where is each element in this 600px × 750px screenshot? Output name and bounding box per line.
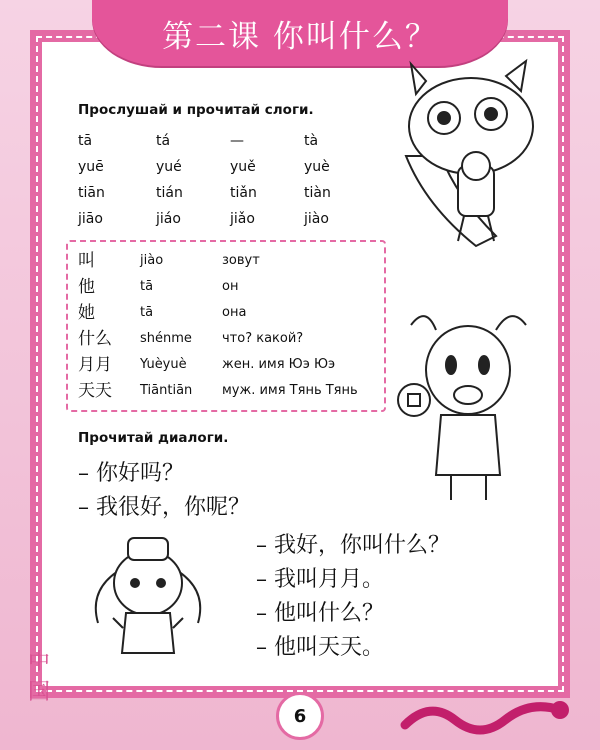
vocab-translation: зовут	[222, 253, 260, 268]
vocab-pinyin: tā	[140, 305, 154, 320]
dialog-line: – 我很好，你呢？	[78, 495, 250, 520]
vocab-translation: жен. имя Юэ Юэ	[222, 357, 336, 372]
goat-character-illustration	[396, 300, 546, 510]
lesson-title: 第二课 你叫什么？	[162, 18, 438, 55]
syllable: yuē	[78, 159, 104, 175]
vocab-row	[78, 326, 384, 352]
side-label-char: 国	[28, 680, 51, 705]
vocab-hanzi: 叫	[78, 251, 95, 271]
vocab-hanzi: 天天	[78, 381, 112, 401]
vocab-translation: муж. имя Тянь Тянь	[222, 383, 358, 398]
vocab-pinyin: Yuèyuè	[140, 357, 187, 372]
vocab-pinyin: shénme	[140, 331, 192, 346]
exercise2-instruction: Прочитай диалоги.	[78, 430, 229, 446]
syllable-grid	[78, 128, 358, 232]
syllable: jiāo	[78, 211, 103, 227]
syllable: yuè	[304, 159, 330, 175]
syllable: tiān	[78, 185, 105, 201]
side-label-char: 中	[28, 650, 51, 675]
vocab-row	[78, 300, 384, 326]
vocab-hanzi: 他	[78, 277, 95, 297]
vocab-pinyin: tā	[140, 279, 154, 294]
syllable: yuě	[230, 159, 256, 175]
vocab-row	[78, 378, 384, 404]
dragon-decoration	[400, 690, 570, 745]
vocabulary-box	[66, 240, 386, 412]
syllable: tā	[78, 133, 93, 149]
vocab-row	[78, 352, 384, 378]
syllable: tá	[156, 133, 171, 149]
syllable: tiǎn	[230, 185, 257, 201]
side-label	[28, 648, 68, 708]
dialog-line: – 我叫月月。	[256, 567, 384, 592]
syllable: jiǎo	[230, 211, 255, 227]
vocab-pinyin: Tiāntiān	[140, 383, 193, 398]
vocab-row	[78, 248, 384, 274]
dialog-line: – 你好吗？	[78, 461, 184, 486]
syllable: tiàn	[304, 185, 331, 201]
vocab-hanzi: 什么	[78, 329, 112, 349]
rabbit-character-illustration	[88, 528, 208, 658]
lion-dance-illustration	[386, 56, 556, 256]
syllable: tián	[156, 185, 183, 201]
dialog-line: – 我好，你叫什么？	[256, 533, 450, 558]
dialog-line: – 他叫什么？	[256, 601, 384, 626]
vocab-translation: что? какой?	[222, 331, 304, 346]
syllable: yué	[156, 159, 182, 175]
dialog-line: – 他叫天天。	[256, 635, 384, 660]
vocab-translation: она	[222, 305, 247, 320]
syllable: jiào	[304, 211, 329, 227]
vocab-pinyin: jiào	[140, 253, 164, 268]
syllable: jiáo	[156, 211, 181, 227]
vocab-hanzi: 她	[78, 303, 95, 323]
vocab-translation: он	[222, 279, 239, 294]
syllable: tà	[304, 133, 319, 149]
syllable: —	[230, 133, 244, 149]
page-number: 6	[276, 692, 324, 740]
vocab-row	[78, 274, 384, 300]
exercise1-instruction: Прослушай и прочитай слоги.	[78, 102, 314, 118]
vocab-hanzi: 月月	[78, 355, 112, 375]
